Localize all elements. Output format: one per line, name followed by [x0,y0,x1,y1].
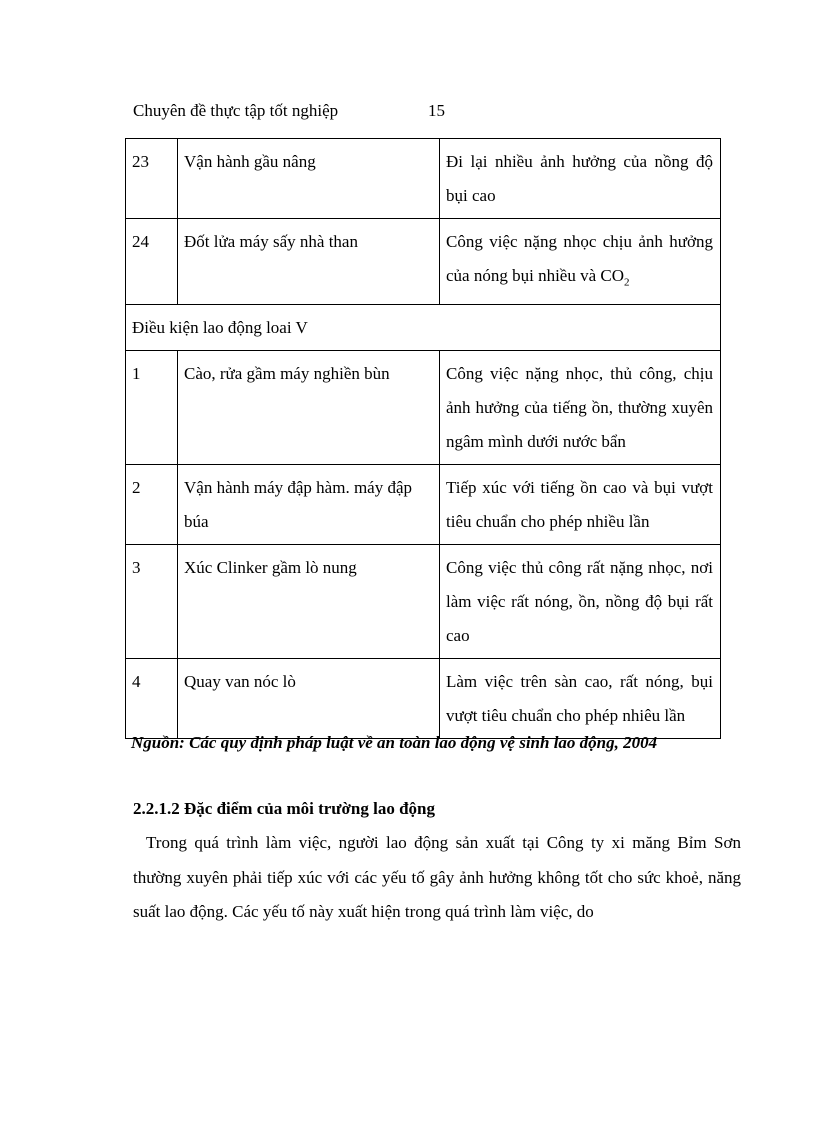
job-description: Công việc nặng nhọc, thủ công, chịu ảnh hưởng của tiếng ồn, thường xuyên ngâm mình dưới nước bẩn [440,351,721,465]
job-name: Cào, rửa gầm máy nghiền bùn [178,351,440,465]
body-paragraph: Trong quá trình làm việc, người lao động sản xuất tại Công ty xi măng Bỉm Sơn thường xuyên phải tiếp xúc với các yếu tố gây ảnh hưởng không tốt cho sức khoẻ, năng suất lao động. Các yếu tố này xuất hiện trong quá trình làm việc, do [133,833,741,921]
section-label: Điều kiện lao động loai V [126,305,721,351]
subscript: 2 [624,276,630,289]
row-number: 23 [126,139,178,219]
table-row [126,139,721,219]
page-header-title: Chuyên đề thực tập tốt nghiệp [133,101,339,120]
job-description: Tiếp xúc với tiếng ồn cao và bụi vượt tiêu chuẩn cho phép nhiều lần [440,465,721,545]
labor-conditions-table [125,138,721,739]
job-name: Quay van nóc lò [178,659,440,739]
job-description: Làm việc trên sàn cao, rất nóng, bụi vượt tiêu chuẩn cho phép nhiêu lần [440,659,721,739]
row-number: 4 [126,659,178,739]
table-source-note: Nguồn: Các quy định pháp luật về an toàn lao động vệ sinh lao động, 2004 [131,733,658,752]
job-name: Xúc Clinker gầm lò nung [178,545,440,659]
section-row [126,305,721,351]
table-row [126,465,721,545]
table-row [126,219,721,305]
table-row [126,545,721,659]
job-name: Đốt lửa máy sấy nhà than [178,219,440,305]
job-description: Công việc nặng nhọc chịu ảnh hưởng của nóng bụi nhiều và CO [446,232,713,285]
row-number: 24 [126,219,178,305]
section-heading: 2.2.1.2 Đặc điểm của môi trường lao động [133,799,435,818]
job-description: Công việc thủ công rất nặng nhọc, nơi làm việc rất nóng, ồn, nồng độ bụi rất cao [440,545,721,659]
row-number: 1 [126,351,178,465]
job-name: Vận hành máy đập hàm. máy đập búa [178,465,440,545]
job-name: Vận hành gầu nâng [178,139,440,219]
table-row [126,659,721,739]
table-row [126,351,721,465]
row-number: 2 [126,465,178,545]
row-number: 3 [126,545,178,659]
page-number: 15 [428,101,445,120]
job-description-cell [440,219,721,305]
job-description: Đi lại nhiều ảnh hưởng của nồng độ bụi cao [440,139,721,219]
